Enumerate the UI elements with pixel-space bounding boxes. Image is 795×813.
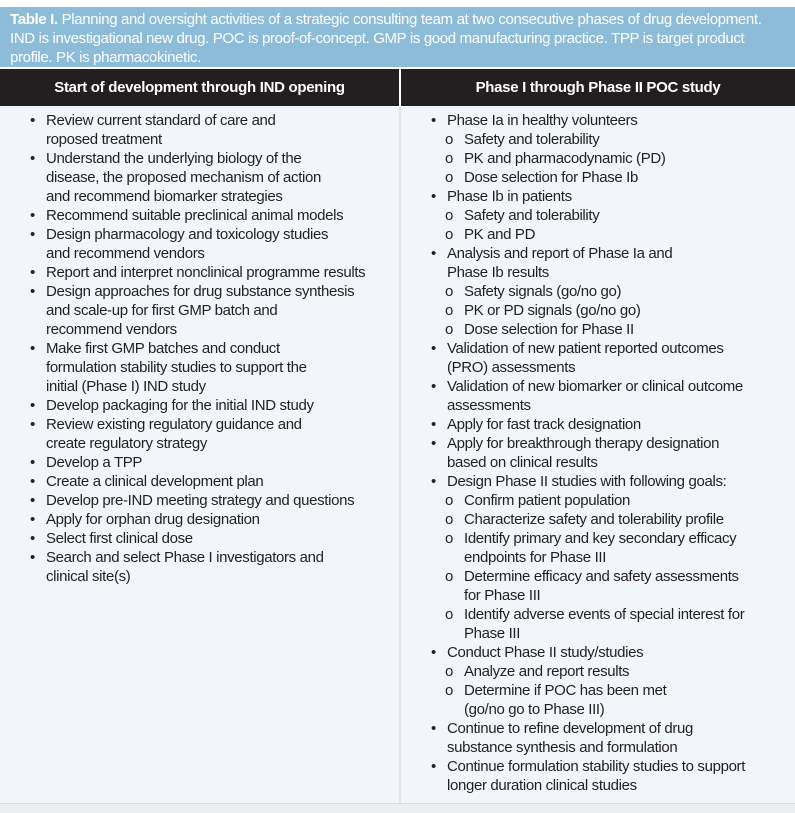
list-item: • Continue formulation stability studies to support longer duration clinical studies [429,757,745,795]
sub-list-item: o Dose selection for Phase Ib [429,168,745,187]
list-item: • Develop packaging for the initial IND study [28,396,365,415]
sub-list-item: o Determine efficacy and safety assessments for Phase III [429,567,745,605]
sub-list-item: o Safety signals (go/no go) [429,282,745,301]
list-item: • Select first clinical dose [28,529,365,548]
list-item: • Phase Ib in patients [429,187,745,206]
list-item: • Develop pre-IND meeting strategy and questions [28,491,365,510]
list-item: • Design approaches for drug substance synthesis and scale-up for first GMP batch and recommend vendors [28,282,365,339]
list-item: • Apply for orphan drug designation [28,510,365,529]
sub-list-item: o Analyze and report results [429,662,745,681]
sub-list-item: o Determine if POC has been met (go/no go to Phase III) [429,681,745,719]
list-item: • Recommend suitable preclinical animal models [28,206,365,225]
list-item: • Review existing regulatory guidance and create regulatory strategy [28,415,365,453]
list-item: • Validation of new patient reported outcomes (PRO) assessments [429,339,745,377]
activity-list-right [429,111,745,795]
caption-label: Table I. [10,11,58,28]
sub-list-item: o Confirm patient population [429,491,745,510]
sub-list-item: o PK or PD signals (go/no go) [429,301,745,320]
list-item: • Design Phase II studies with following goals: [429,472,745,491]
list-item: • Conduct Phase II study/studies [429,643,745,662]
list-item: • Apply for fast track designation [429,415,745,434]
list-item: • Review current standard of care and roposed treatment [28,111,365,149]
list-item: • Continue to refine development of drug substance synthesis and formulation [429,719,745,757]
sub-list-item: o PK and pharmacodynamic (PD) [429,149,745,168]
list-item: • Search and select Phase I investigators and clinical site(s) [28,548,365,586]
sub-list-item: o Dose selection for Phase II [429,320,745,339]
list-item: • Analysis and report of Phase Ia and Phase Ib results [429,244,745,282]
list-item: • Develop a TPP [28,453,365,472]
list-item: • Make first GMP batches and conduct formulation stability studies to support the initial (Phase I) IND study [28,339,365,396]
sub-list-item: o Identify primary and key secondary efficacy endpoints for Phase III [429,529,745,567]
column-header-left: Start of development through IND opening [0,69,399,106]
sub-list-item: o Characterize safety and tolerability profile [429,510,745,529]
column-body-right [401,106,795,803]
table-caption [0,7,795,67]
list-item: • Design pharmacology and toxicology studies and recommend vendors [28,225,365,263]
list-item: • Phase Ia in healthy volunteers [429,111,745,130]
sub-list-item: o Safety and tolerability [429,206,745,225]
column-header-right: Phase I through Phase II POC study [401,69,795,106]
caption-text: Planning and oversight activities of a strategic consulting team at two consecutive phases of drug development. IND is investigational new drug. POC is proof-of-concept. GMP is good manufacturing practice. TPP is target product profile. PK is pharmacokinetic. [10,11,762,66]
column-body-left [0,106,399,803]
list-item: • Apply for breakthrough therapy designation based on clinical results [429,434,745,472]
list-item: • Create a clinical development plan [28,472,365,491]
sub-list-item: o PK and PD [429,225,745,244]
list-item: • Validation of new biomarker or clinical outcome assessments [429,377,745,415]
sub-list-item: o Safety and tolerability [429,130,745,149]
sub-list-item: o Identify adverse events of special interest for Phase III [429,605,745,643]
list-item: • Understand the underlying biology of the disease, the proposed mechanism of action and recommend biomarker strategies [28,149,365,206]
list-item: • Report and interpret nonclinical programme results [28,263,365,282]
activity-list-left [28,111,365,586]
